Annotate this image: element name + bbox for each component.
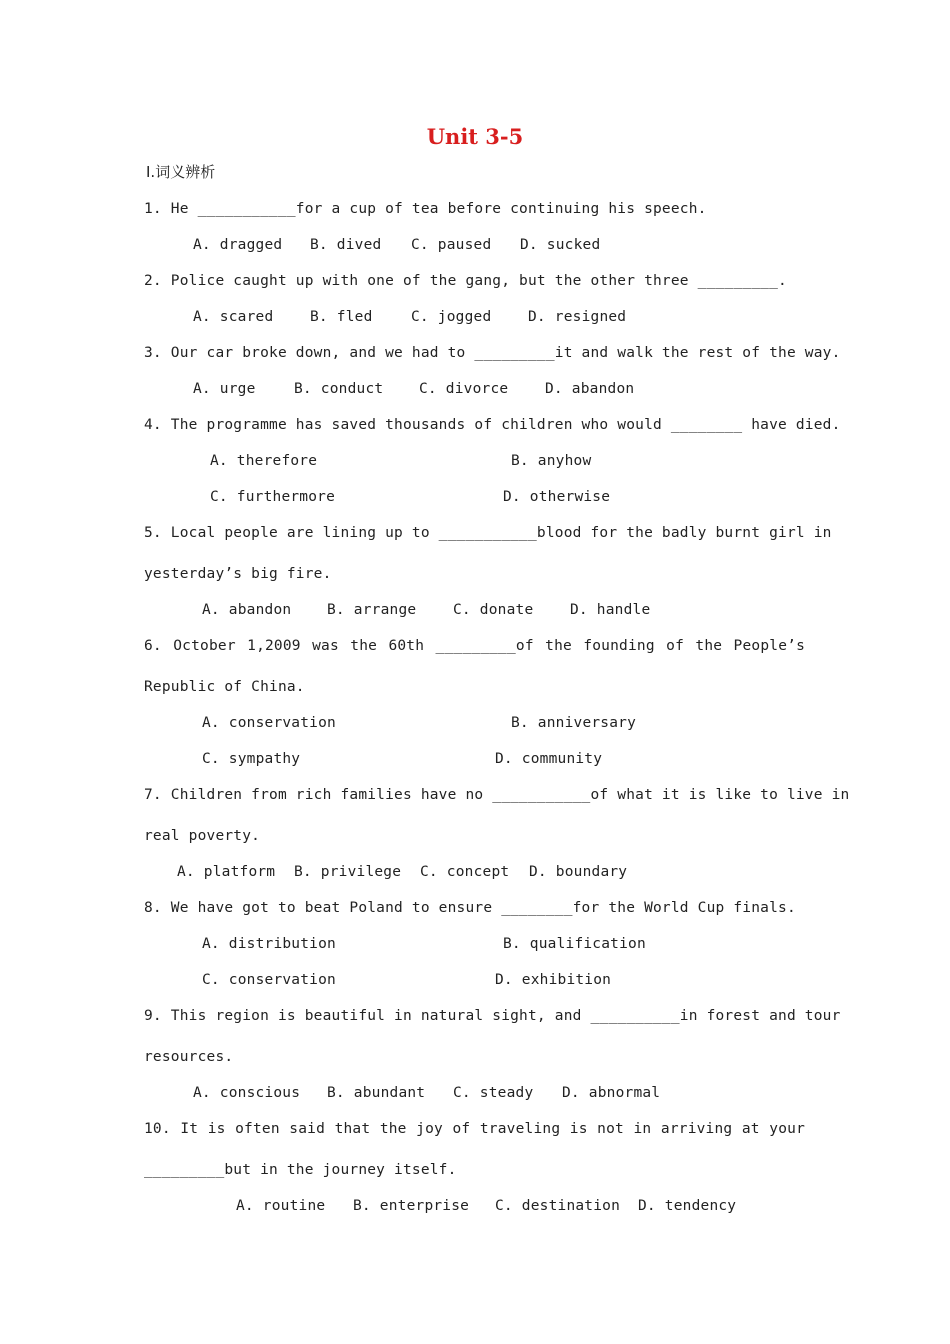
question-stem: 6. October 1,2009 was the 60th _________of the founding of the People’s (144, 638, 805, 654)
option: A. conservation (202, 715, 336, 731)
option: A. distribution (202, 936, 336, 952)
question-stem: 4. The programme has saved thousands of children who would ________ have died. (144, 417, 841, 433)
option: C. paused (411, 237, 492, 253)
option: C. donate (453, 602, 534, 618)
option: C. sympathy (202, 751, 301, 767)
option: A. conscious (193, 1085, 301, 1101)
question-stem: 10. It is often said that the joy of traveling is not in arriving at your (144, 1121, 805, 1137)
option: C. furthermore (210, 489, 336, 505)
option: B. fled (310, 309, 373, 325)
question-stem-continued: _________but in the journey itself. (144, 1162, 457, 1178)
option: A. platform (177, 864, 276, 880)
option: C. jogged (411, 309, 492, 325)
option: A. therefore (210, 453, 318, 469)
option: B. qualification (503, 936, 646, 952)
option: D. otherwise (503, 489, 611, 505)
question-stem: 1. He ___________for a cup of tea before continuing his speech. (144, 201, 707, 217)
option: D. handle (570, 602, 651, 618)
option: D. resigned (528, 309, 627, 325)
option: B. dived (310, 237, 382, 253)
option: A. urge (193, 381, 256, 397)
option: B. enterprise (353, 1198, 470, 1214)
option: B. arrange (327, 602, 417, 618)
option: C. destination (495, 1198, 621, 1214)
page-title: Unit 3-5 (426, 124, 524, 149)
option: D. abnormal (562, 1085, 661, 1101)
option: B. conduct (294, 381, 384, 397)
question-stem: 8. We have got to beat Poland to ensure ________for the World Cup finals. (144, 900, 796, 916)
question-stem-continued: Republic of China. (144, 679, 305, 695)
section-heading: Ⅰ.词义辨析 (146, 163, 216, 181)
option: B. anyhow (511, 453, 592, 469)
option: D. boundary (529, 864, 628, 880)
question-stem-continued: yesterday’s big fire. (144, 566, 332, 582)
option: B. abundant (327, 1085, 426, 1101)
question-stem: 5. Local people are lining up to ___________blood for the badly burnt girl in (144, 525, 832, 541)
option: A. dragged (193, 237, 283, 253)
option: C. conservation (202, 972, 336, 988)
option: A. abandon (202, 602, 292, 618)
option: B. anniversary (511, 715, 637, 731)
option: D. abandon (545, 381, 635, 397)
question-stem-continued: resources. (144, 1049, 234, 1065)
option: C. steady (453, 1085, 534, 1101)
question-stem-continued: real poverty. (144, 828, 261, 844)
option: D. community (495, 751, 603, 767)
option: C. divorce (419, 381, 509, 397)
question-stem: 7. Children from rich families have no ___________of what it is like to live in (144, 787, 850, 803)
option: B. privilege (294, 864, 402, 880)
option: A. scared (193, 309, 274, 325)
option: C. concept (420, 864, 510, 880)
option: A. routine (236, 1198, 326, 1214)
question-stem: 2. Police caught up with one of the gang, but the other three _________. (144, 273, 787, 289)
option: D. sucked (520, 237, 601, 253)
option: D. exhibition (495, 972, 612, 988)
question-stem: 9. This region is beautiful in natural sight, and __________in forest and tour (144, 1008, 841, 1024)
option: D. tendency (638, 1198, 737, 1214)
question-stem: 3. Our car broke down, and we had to _________it and walk the rest of the way. (144, 345, 841, 361)
